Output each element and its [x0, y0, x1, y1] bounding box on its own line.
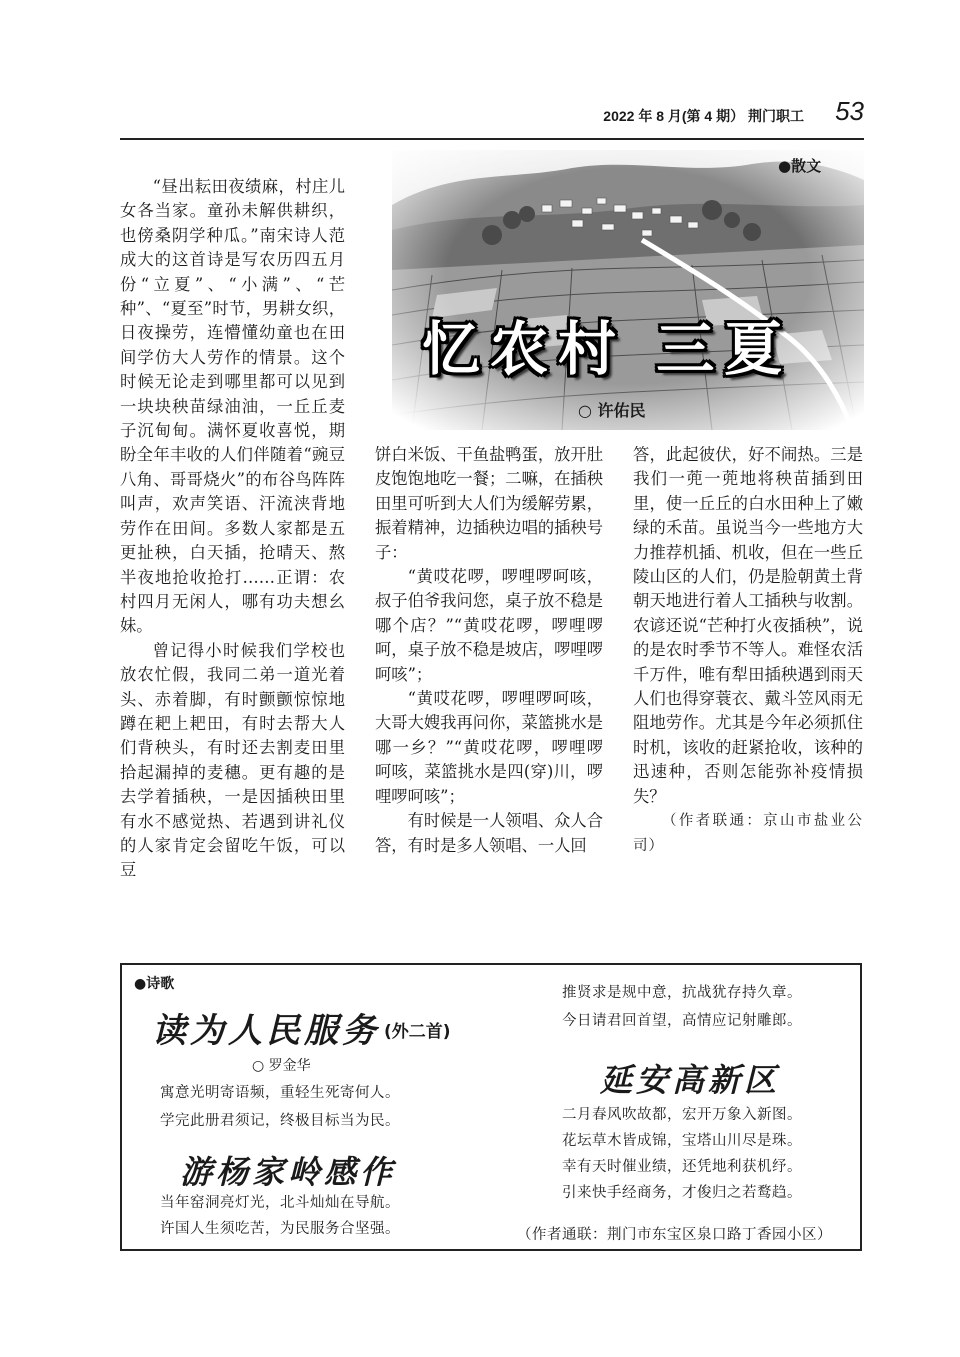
section-tag-prose: ●散文	[778, 157, 822, 175]
article-author: ○ 许佑民	[578, 401, 646, 420]
paragraph: 有时候是一人领唱、众人合答，有时是多人领唱、一人回	[375, 811, 603, 855]
article-column-3	[633, 443, 863, 858]
poem-line: 推贤求是规中意，抗战犹存持久章。	[562, 985, 802, 1001]
author-contact-note: （作者联通：京山市盐业公司）	[633, 813, 863, 854]
page-number: 53	[835, 96, 864, 126]
paragraph: 饼白米饭、干鱼盐鸭蛋，放开肚皮饱饱地吃一餐；二嘛，在插秧田里可听到大人们为缓解劳累，振着精神，边插秧边唱的插秧号子：	[375, 445, 603, 562]
paragraph: 答，此起彼伏，好不闹热。三是我们一蔸一蔸地将秧苗插到田里，使一丘丘的白水田种上了嫩绿的禾苗。虽说当今一些地方大力推荐机插、机收，但在一些丘陵山区的人们，仍是脸朝黄土背朝天地进行着人工插秧与收割。农谚还说“芒种打火夜插秧”，说的是农时季节不等人。难怪农活千万件，唯有犁田插秧遇到雨天人们也得穿蓑衣、戴斗笠风雨无阻地劳作。尤其是今年必须抓住时机，该收的赶紧抢收，该种的迅速种，否则怎能弥补疫情损失？	[633, 445, 863, 806]
poem-line: 学完此册君须记，终极目标当为民。	[160, 1113, 400, 1129]
poem-line: 今日请君回首望，高情应记射雕郎。	[562, 1013, 802, 1029]
paragraph: “昼出耘田夜绩麻，村庄儿女各当家。童孙未解供耕织，也傍桑阴学种瓜。”南宋诗人范成大的这首诗是写农历四五月份“立夏”、“小满”、“芒种”、“夏至”时节，男耕女织，日夜操劳，连懵懂幼童也在田间学仿大人劳作的情景。这个时候无论走到哪里都可以见到一块块秧苗绿油油，一丘丘麦子沉甸甸。满怀夏收喜悦，期盼全年丰收的人们伴随着“豌豆八角、哥哥烧火”的布谷鸟阵阵叫声，欢声笑语、汗流浃背地劳作在田间。多数人家都是五更扯秧，白天插，抢晴天、熬半夜地抢收抢打……正谓：农村四月无闲人，哪有功夫想幺妹。	[120, 177, 345, 636]
poem-line: 幸有天时催业绩，还凭地利获机纾。	[562, 1159, 802, 1175]
poem-title-yangjialing: 游杨家岭感作	[180, 1153, 397, 1191]
article-hero-image	[392, 150, 864, 430]
paragraph: “黄哎花啰，啰哩啰呵咳，大哥大嫂我再问你，菜篮挑水是哪一乡？”“黄哎花啰，啰哩啰呵咳，菜篮挑水是四(穿)川，啰哩啰呵咳”；	[375, 689, 603, 806]
paragraph: “黄哎花啰，啰哩啰呵咳，叔子伯爷我问您，桌子放不稳是哪个店？”“黄哎花啰，啰哩啰呵，桌子放不稳是坡店，啰哩啰呵咳”；	[375, 567, 603, 684]
poem-author: ○ 罗金华	[252, 1058, 311, 1074]
poem-line: 当年窑洞亮灯光，北斗灿灿在导航。	[160, 1195, 400, 1211]
poem-line: 引来快手经商务，才俊归之若鹜趋。	[562, 1185, 802, 1201]
poetry-author-note: （作者通联：荆门市东宝区泉口路丁香园小区）	[517, 1227, 832, 1243]
article-column-1	[120, 175, 345, 883]
poem-line: 寓意光明寄语频，重轻生死寄何人。	[160, 1085, 400, 1101]
poem-line: 花坛草木皆成锦，宝塔山川尽是珠。	[562, 1133, 802, 1149]
section-tag-poetry: ●诗歌	[134, 976, 175, 992]
poem-title-yanan: 延安高新区	[600, 1061, 781, 1099]
paragraph: 曾记得小时候我们学校也放农忙假，我同二弟一道光着头、赤着脚，有时颤颤惊惊地蹲在耙上耙田，有时去帮大人们背秧头，有时还去割麦田里拾起漏掉的麦穗。更有趣的是去学着插秧，一是因插秧田里有水不感觉热、若遇到讲礼仪的人家肯定会留吃午饭，可以豆	[120, 640, 345, 880]
poem-line: 二月春风吹故都，宏开万象入新图。	[562, 1107, 802, 1123]
article-title: 忆农村 三夏	[422, 315, 793, 383]
poetry-section	[120, 963, 862, 1251]
issue-date: 2022 年 8 月(第 4 期） 荆门职工	[603, 108, 804, 124]
poem-main-subtitle: (外二首)	[384, 1022, 451, 1042]
poem-line: 许国人生须吃苦，为民服务合坚强。	[160, 1221, 400, 1237]
page-header	[120, 96, 864, 140]
article-column-2	[375, 443, 603, 858]
poem-main-title: 读为人民服务	[152, 1011, 380, 1051]
rural-fields-photo	[392, 150, 864, 430]
